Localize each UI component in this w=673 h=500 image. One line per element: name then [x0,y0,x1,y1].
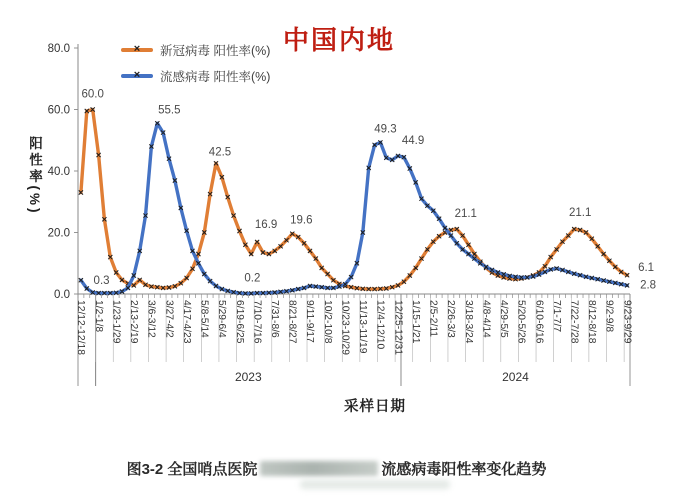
x-tick-label: 7/22-7/28 [568,300,580,344]
x-tick-label: 8/12-8/18 [586,300,598,344]
data-label: 21.1 [454,208,477,221]
chart-title: 中国内地 [283,25,396,55]
data-label: 16.9 [254,219,278,232]
x-tick-label: 10/23-10/29 [339,300,351,355]
x-tick-label: 5/8-5/14 [198,300,210,338]
year-label: 2024 [502,370,529,384]
covid-legend-label: 新冠病毒 阳性率(%) [160,44,271,58]
x-tick-label: 3/27-4/2 [163,300,175,338]
x-tick-label: 7/10-7/16 [251,300,263,344]
data-label: 0.2 [244,272,261,285]
data-label: 42.5 [208,146,232,159]
x-tick-label: 6/19-6/25 [233,300,245,344]
data-label: 55.5 [158,104,181,117]
x-tick-label: 4/17-4/23 [180,300,192,344]
x-tick-label: 7/1-7/7 [550,300,562,333]
x-axis-title: 采样日期 [344,399,406,415]
y-tick-label: 80.0 [47,43,70,55]
x-tick-label: 4/29-5/5 [498,300,510,338]
x-tick-label: 12/12-12/18 [75,300,87,355]
x-tick-label: 8/21-8/27 [286,300,298,344]
x-tick-label: 12/4-12/10 [374,300,386,350]
x-tick-label: 3/6-3/12 [145,300,157,338]
x-tick-label: 2/5-2/11 [427,300,439,338]
y-tick-label: 40.0 [47,166,70,178]
x-tick-label: 12/25-12/31 [392,300,404,355]
y-axis-title: 阳性率(%) [27,136,42,216]
data-label: 19.6 [290,214,313,227]
caption-blurred-region [260,461,378,476]
x-tick-label: 6/10-6/16 [533,300,545,344]
year-label: 2023 [234,370,262,384]
data-label: 21.1 [569,207,592,220]
caption-suffix: 流感病毒阳性率变化趋势 [381,461,547,478]
x-tick-label: 9/23-9/29 [621,300,633,344]
data-label: 60.0 [81,88,104,101]
x-tick-label: 9/11-9/17 [304,300,316,343]
x-tick-label: 2/13-2/19 [128,300,140,344]
data-label: 44.9 [401,134,425,147]
x-tick-label: 10/2-10/8 [321,300,333,344]
x-tick-label: 11/13-11/19 [357,300,369,354]
y-tick-label: 60.0 [47,104,70,117]
x-tick-label: 3/18-3/24 [462,300,474,344]
y-tick-label: 0.0 [54,289,70,301]
flu-legend-x-marker-icon: × [133,69,141,82]
data-label: 6.1 [638,262,655,275]
x-tick-label: 2/26-3/3 [445,300,457,338]
data-label: 0.3 [93,275,110,288]
data-label: 2.8 [640,279,657,292]
x-tick-label: 4/8-4/14 [480,300,492,338]
x-tick-label: 5/29-6/4 [216,300,228,338]
y-tick-label: 20.0 [47,227,70,240]
covid-legend-x-marker-icon: × [133,43,141,56]
flu-legend-label: 流感病毒 阳性率(%) [160,70,271,84]
x-tick-label: 9/2-9/8 [603,300,615,333]
x-tick-label: 1/2-1/8 [92,300,104,333]
x-tick-label: 7/31-8/6 [269,300,281,338]
x-tick-label: 1/23-1/29 [110,300,122,344]
caption-prefix: 图3-2 全国哨点医院 [126,461,258,478]
data-label: 49.3 [374,123,397,136]
figure-caption [0,458,673,479]
x-tick-label: 1/15-1/21 [409,300,421,344]
watermark-smudge [300,480,450,489]
x-tick-label: 5/20-5/26 [515,300,527,344]
